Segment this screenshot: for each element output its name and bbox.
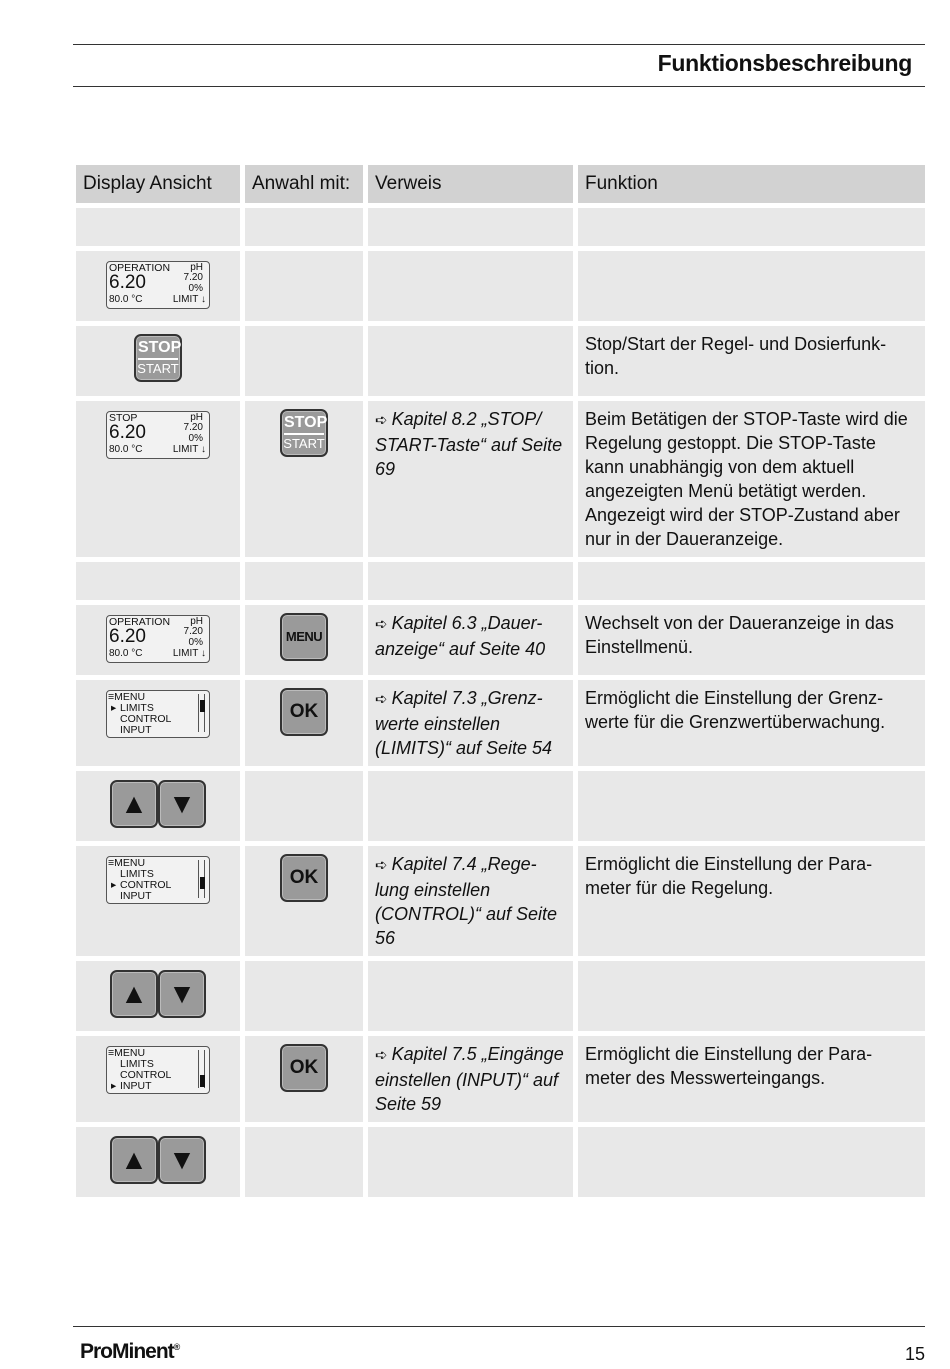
reference-cell	[368, 326, 573, 396]
lcd-setpoint: 7.20	[183, 626, 203, 637]
table-row	[76, 846, 925, 956]
stop-label: STOP	[138, 339, 178, 360]
ok-button[interactable]: OK	[280, 688, 328, 736]
brand-logo	[80, 1340, 180, 1364]
display-cell	[76, 401, 240, 557]
reference-link[interactable]: Kapitel 7.3 „Grenz-werte einstellen (LIMITS)“ auf Seite 54	[375, 688, 553, 758]
col-header-display: Display Ansicht	[76, 165, 240, 203]
lcd-setpoint: 7.20	[183, 272, 203, 283]
start-label: START	[283, 436, 325, 451]
select-cell	[245, 680, 363, 766]
lcd-percent: 0%	[188, 637, 203, 648]
lcd-mode-label: STOP	[109, 412, 138, 424]
lcd-limit: LIMIT ↓	[172, 444, 206, 455]
down-arrow-button[interactable]: ▼	[158, 1136, 206, 1184]
table-row	[76, 251, 925, 321]
lcd-menu-item-input: INPUT	[120, 1080, 152, 1092]
lcd-menu-item-limits: LIMITS	[120, 702, 154, 714]
reference-link[interactable]: Kapitel 6.3 „Dauer-anzeige“ auf Seite 40	[375, 613, 546, 659]
up-arrow-button[interactable]: ▲	[110, 780, 158, 828]
lcd-mode-label: OPERATION	[109, 262, 171, 274]
function-cell: Stop/Start der Regel- und Dosierfunk-tion.	[578, 326, 925, 396]
lcd-setpoint: 7.20	[183, 422, 203, 433]
table-header-row	[76, 165, 925, 203]
stop-label: STOP	[284, 414, 324, 435]
table-row	[76, 326, 925, 396]
lcd-temperature: 80.0 °C	[109, 444, 143, 455]
col-header-function: Funktion	[578, 165, 925, 203]
table-row	[76, 961, 925, 1031]
link-arrow-icon: ➪	[375, 1047, 388, 1064]
lcd-operation-display	[106, 261, 210, 309]
table-row	[76, 1127, 925, 1197]
function-cell: Ermöglicht die Einstellung der Grenz-werte für die Grenzwertüberwachung.	[578, 680, 925, 766]
reference-link[interactable]: Kapitel 8.2 „STOP/ START-Taste“ auf Seite 69	[375, 409, 563, 479]
reference-cell	[368, 846, 573, 956]
link-arrow-icon: ➪	[375, 412, 388, 429]
select-cell	[245, 401, 363, 557]
stop-start-button[interactable]	[134, 334, 182, 382]
lcd-menu-display	[106, 690, 210, 738]
link-arrow-icon: ➪	[375, 857, 388, 874]
lcd-temperature: 80.0 °C	[109, 648, 143, 659]
table-row	[76, 1036, 925, 1122]
display-cell	[76, 1127, 240, 1197]
lcd-menu-item-input: INPUT	[120, 890, 152, 902]
lcd-menu-item-input: INPUT	[120, 724, 152, 736]
select-cell	[245, 846, 363, 956]
start-label: START	[137, 361, 179, 376]
lcd-pointer: ▸	[111, 1080, 117, 1092]
display-cell	[76, 326, 240, 396]
lcd-menu-item-control: CONTROL	[120, 879, 172, 891]
lcd-scroll-thumb	[200, 700, 205, 712]
lcd-scroll-thumb	[200, 877, 205, 889]
lcd-pointer: ▸	[111, 879, 117, 891]
lcd-percent: 0%	[188, 433, 203, 444]
down-arrow-button[interactable]: ▼	[158, 970, 206, 1018]
reference-link[interactable]: Kapitel 7.4 „Rege-lung einstellen (CONTROL)“ auf Seite 56	[375, 854, 558, 948]
up-arrow-button[interactable]: ▲	[110, 970, 158, 1018]
lcd-menu-title: ≡MENU	[108, 1047, 146, 1059]
lcd-scroll-thumb	[200, 1075, 205, 1087]
lcd-unit-label: pH	[190, 616, 203, 627]
table-row	[76, 605, 925, 675]
display-cell	[76, 680, 240, 766]
lcd-unit-label: pH	[190, 262, 203, 273]
lcd-measured-value: 6.20	[109, 422, 146, 443]
lcd-stop-display	[106, 411, 210, 459]
logo-text: ProMinent	[80, 1340, 174, 1363]
lcd-limit: LIMIT ↓	[172, 648, 206, 659]
function-table	[71, 160, 930, 1202]
lcd-menu-title: ≡MENU	[108, 691, 146, 703]
col-header-select: Anwahl mit:	[245, 165, 363, 203]
table-row	[76, 680, 925, 766]
lcd-pointer: ▸	[111, 702, 117, 714]
menu-button[interactable]: MENU	[280, 613, 328, 661]
up-arrow-button[interactable]: ▲	[110, 1136, 158, 1184]
select-cell	[245, 605, 363, 675]
lcd-limit: LIMIT ↓	[172, 294, 206, 305]
function-cell: Beim Betätigen der STOP-Taste wird die Regelung gestoppt. Die STOP-Taste kann unabhängig von dem aktuell angezeigten Menü betätigt werden. Angezeigt wird der STOP-Zustand aber nur in der Daueranzeige.	[578, 401, 925, 557]
table-row	[76, 401, 925, 557]
lcd-percent: 0%	[188, 283, 203, 294]
display-cell	[76, 1036, 240, 1122]
down-arrow-button[interactable]: ▼	[158, 780, 206, 828]
display-cell	[76, 771, 240, 841]
lcd-menu-item-control: CONTROL	[120, 713, 172, 725]
function-cell: Ermöglicht die Einstellung der Para-meter für die Regelung.	[578, 846, 925, 956]
lcd-operation-display	[106, 615, 210, 663]
display-cell	[76, 846, 240, 956]
link-arrow-icon: ➪	[375, 691, 388, 708]
col-header-reference: Verweis	[368, 165, 573, 203]
page-title: Funktionsbeschreibung	[657, 50, 912, 76]
reference-cell	[368, 605, 573, 675]
lcd-menu-item-limits: LIMITS	[120, 1058, 154, 1070]
reference-cell	[368, 1036, 573, 1122]
lcd-mode-label: OPERATION	[109, 616, 171, 628]
ok-button[interactable]: OK	[280, 1044, 328, 1092]
table-row	[76, 771, 925, 841]
top-rule	[73, 44, 925, 45]
function-cell: Wechselt von der Daueranzeige in das Einstellmenü.	[578, 605, 925, 675]
lcd-temperature: 80.0 °C	[109, 294, 143, 305]
table-row	[76, 208, 925, 246]
lcd-measured-value: 6.20	[109, 272, 146, 293]
footer-rule	[73, 1326, 925, 1327]
table-row	[76, 562, 925, 600]
lcd-menu-item-control: CONTROL	[120, 1069, 172, 1081]
lcd-menu-display	[106, 1046, 210, 1094]
ok-button[interactable]: OK	[280, 854, 328, 902]
display-cell	[76, 251, 240, 321]
function-cell: Ermöglicht die Einstellung der Para-meter des Messwerteingangs.	[578, 1036, 925, 1122]
display-cell	[76, 605, 240, 675]
logo-registered-mark: ®	[173, 1342, 181, 1352]
lcd-measured-value: 6.20	[109, 626, 146, 647]
lcd-menu-item-limits: LIMITS	[120, 868, 154, 880]
reference-cell	[368, 680, 573, 766]
reference-link[interactable]: Kapitel 7.5 „Eingänge einstellen (INPUT)“ auf Seite 59	[375, 1044, 564, 1114]
reference-cell	[368, 401, 573, 557]
lcd-menu-title: ≡MENU	[108, 857, 146, 869]
select-cell	[245, 1036, 363, 1122]
display-cell	[76, 961, 240, 1031]
stop-start-button[interactable]	[280, 409, 328, 457]
page-number: 15	[904, 1344, 925, 1364]
lcd-unit-label: pH	[190, 412, 203, 423]
header-rule	[73, 86, 925, 87]
lcd-menu-display	[106, 856, 210, 904]
link-arrow-icon: ➪	[375, 616, 388, 633]
